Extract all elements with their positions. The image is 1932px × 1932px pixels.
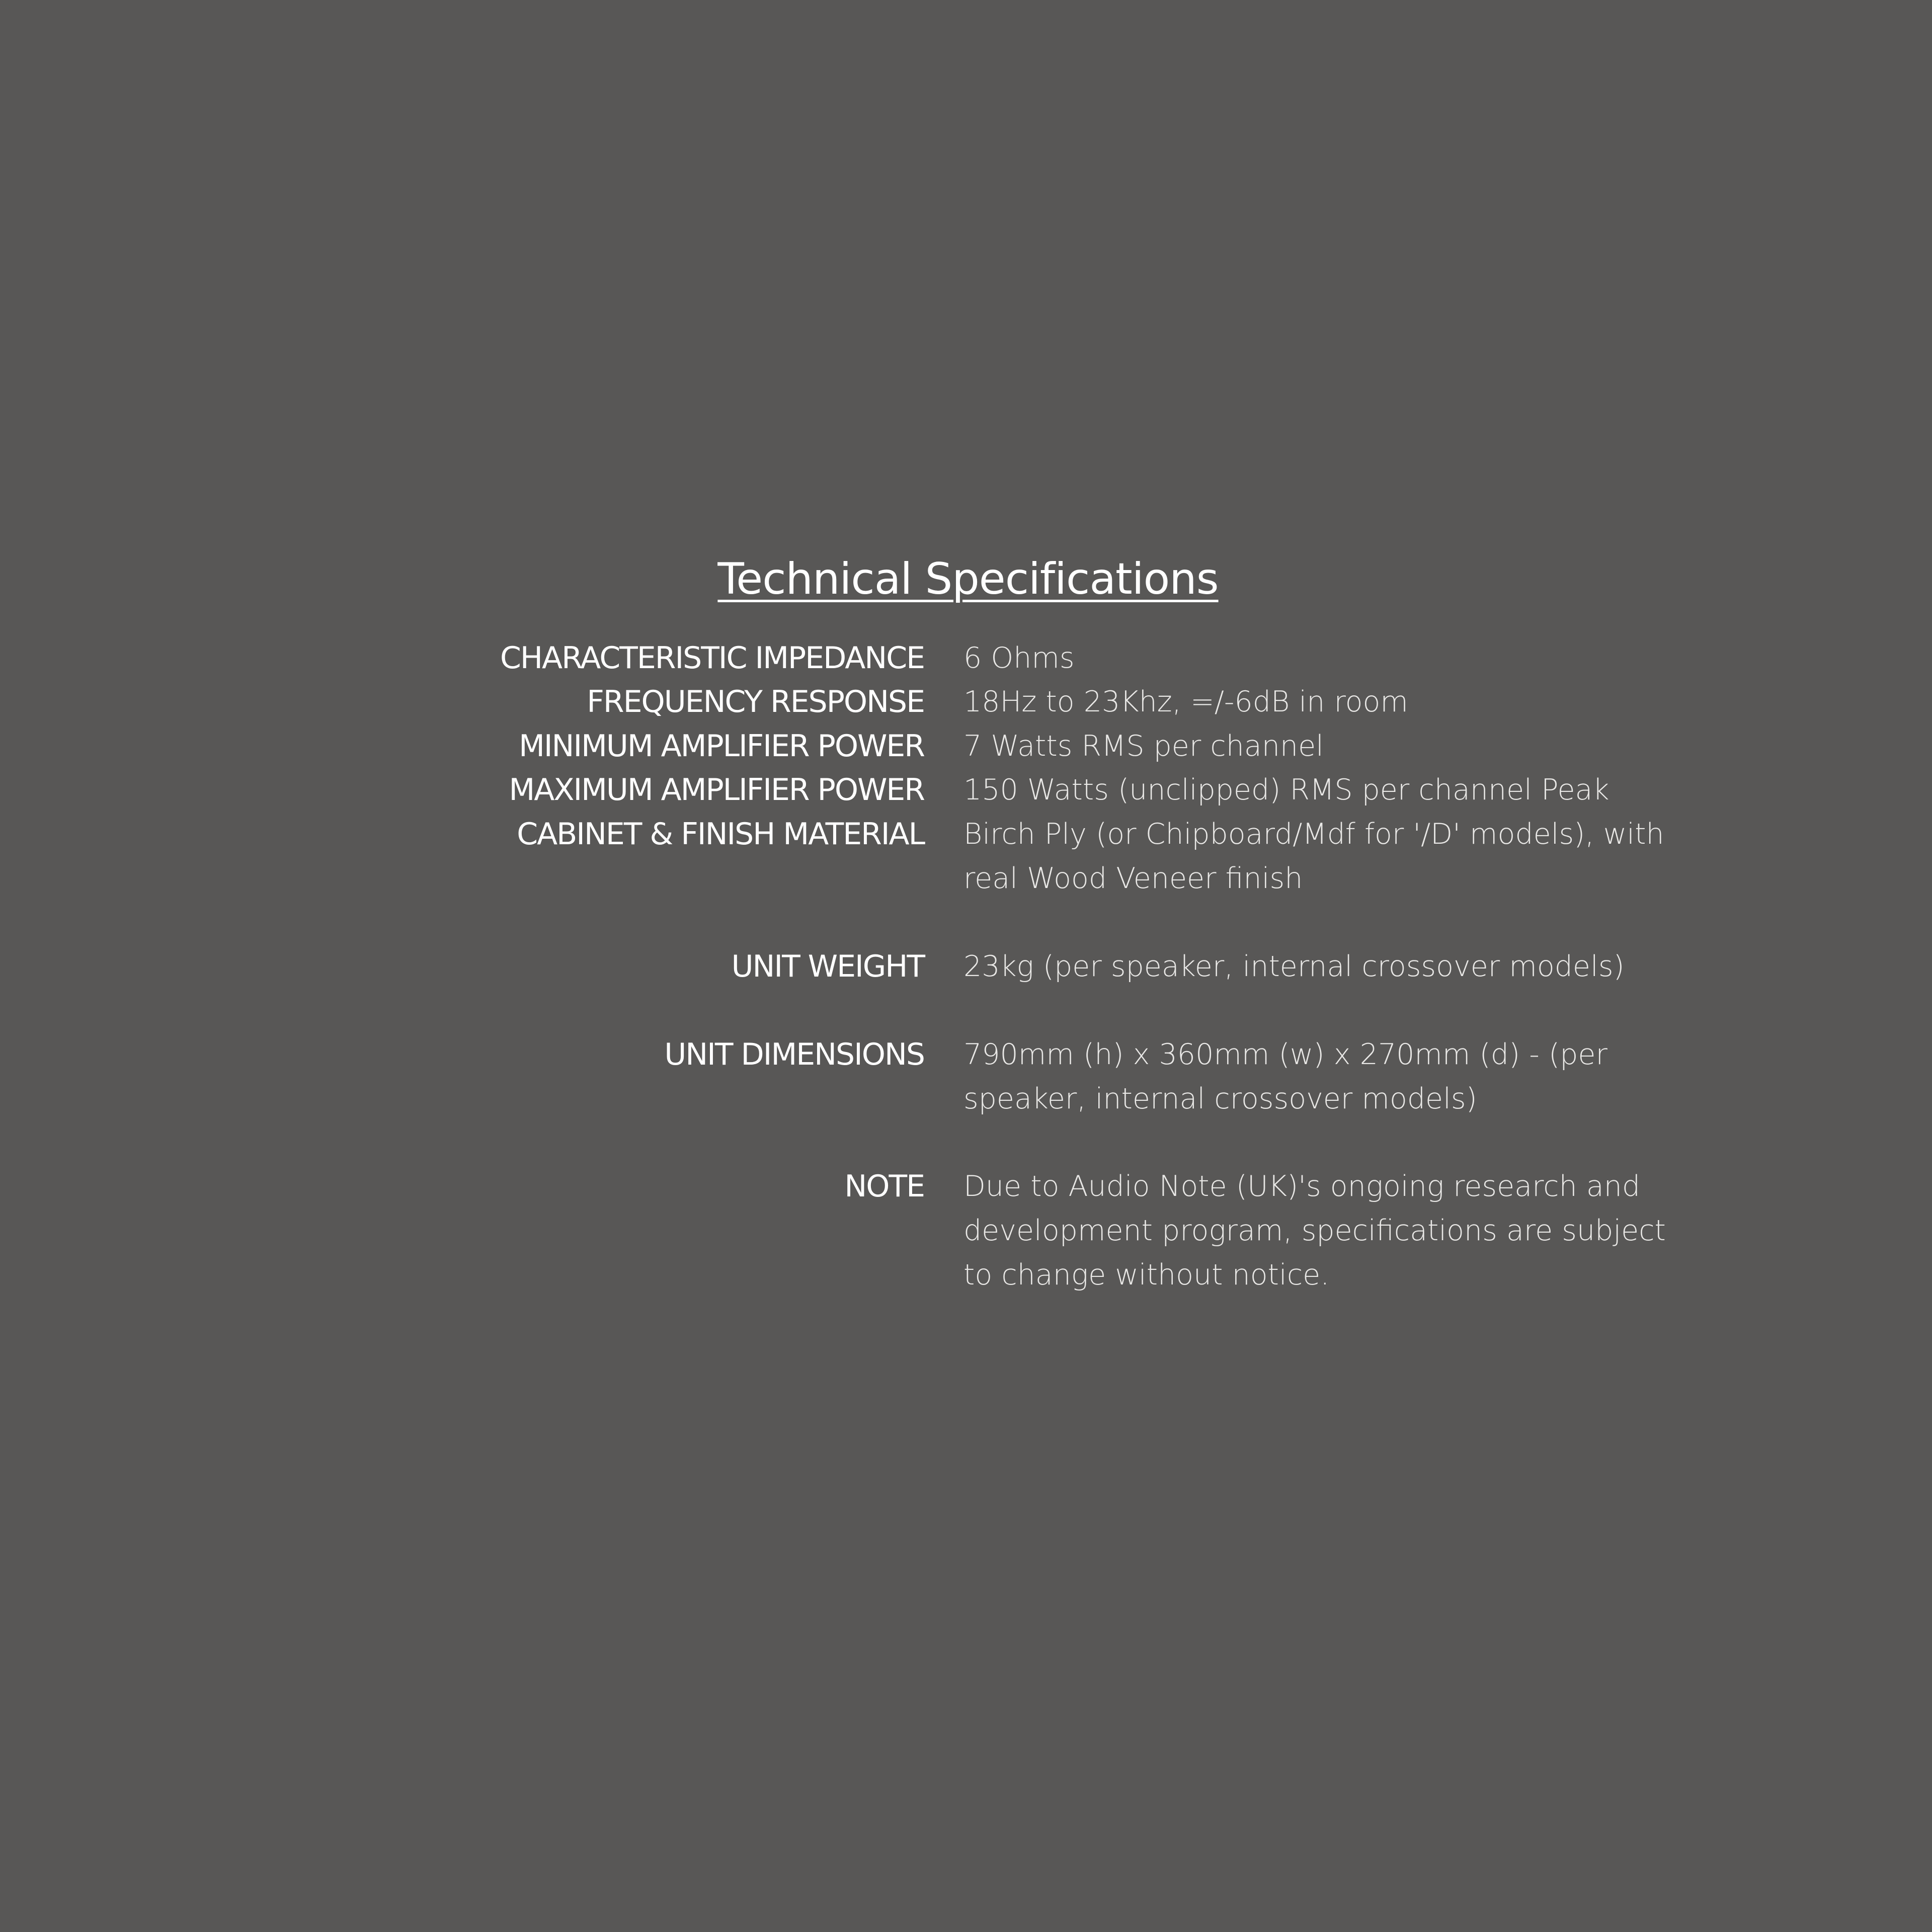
spec-value: Due to Audio Note (UK)'s ongoing research and development program, specifications are subject to change without notice. xyxy=(963,1170,1666,1292)
spec-label: FREQUENCY RESPONSE xyxy=(587,684,924,719)
spec-value: 7 Watts RMS per channel xyxy=(963,730,1324,763)
spec-label: CHARACTERISTIC IMPEDANCE xyxy=(500,640,924,676)
page-title-text: Technical Specifications xyxy=(717,554,1219,604)
spec-value: 6 Ohms xyxy=(963,641,1075,675)
spec-label: CABINET & FINISH MATERIAL xyxy=(517,817,924,852)
spec-value: 150 Watts (unclipped) RMS per channel Peak xyxy=(963,773,1609,807)
spec-label: MINIMUM AMPLIFIER POWER xyxy=(519,729,924,764)
spec-label: MAXIMUM AMPLIFIER POWER xyxy=(509,772,924,808)
spec-value: 23kg (per speaker, internal crossover models) xyxy=(963,950,1625,983)
spec-value: 790mm (h) x 360mm (w) x 270mm (d) - (per speaker, internal crossover models) xyxy=(963,1038,1607,1115)
spec-value: 18Hz to 23Khz, =/-6dB in room xyxy=(963,685,1408,718)
spec-label: UNIT WEIGHT xyxy=(731,949,924,984)
spec-label: UNIT DIMENSIONS xyxy=(664,1037,924,1072)
spec-value: Birch Ply (or Chipboard/Mdf for '/D' models), with real Wood Veneer finish xyxy=(963,818,1664,895)
spec-label: NOTE xyxy=(844,1169,924,1204)
